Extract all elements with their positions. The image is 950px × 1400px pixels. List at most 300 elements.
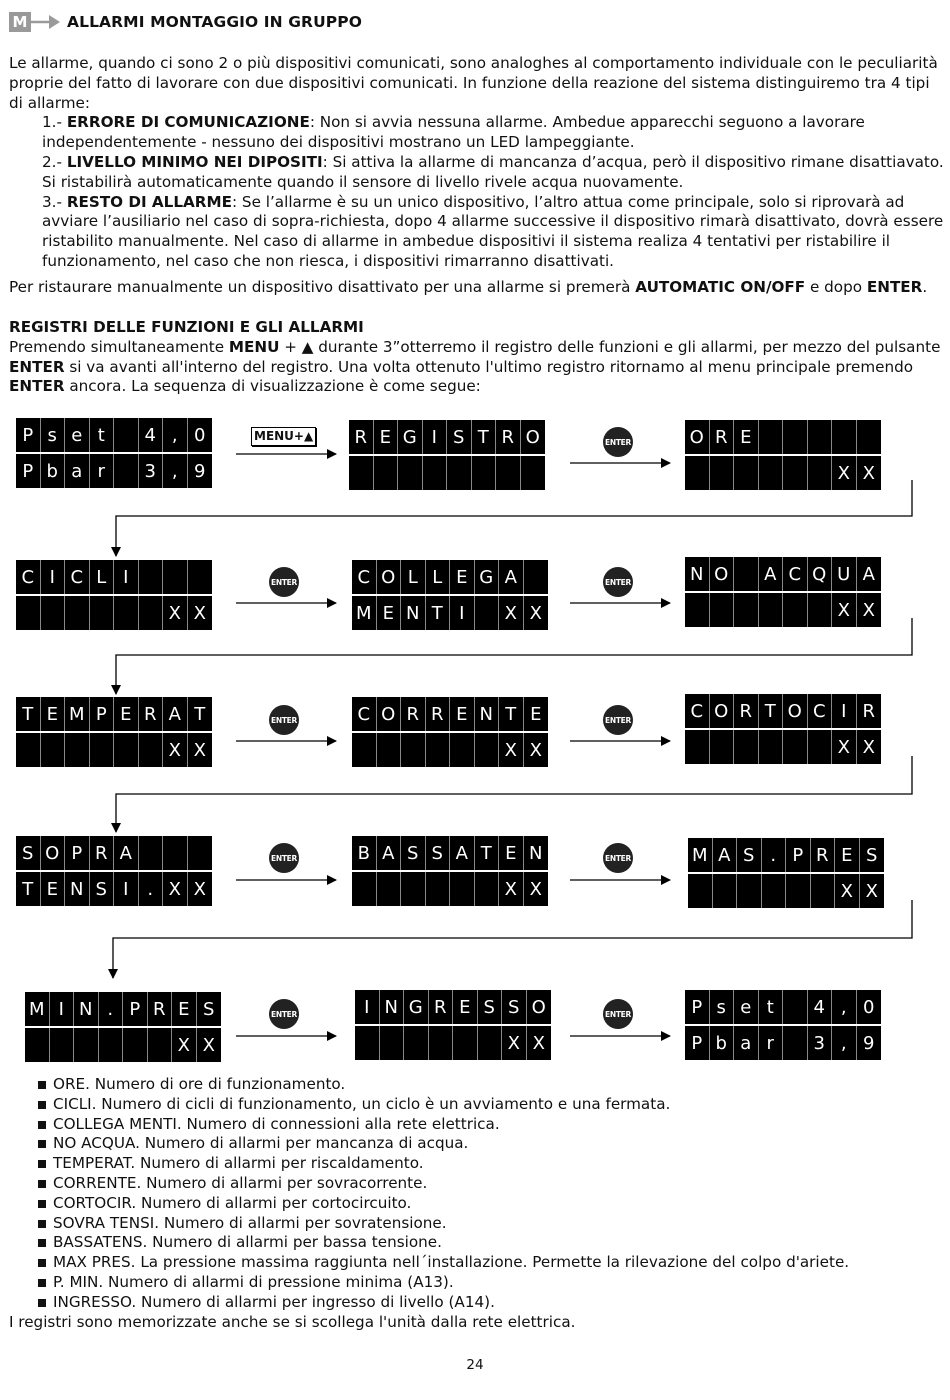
lcd-cell: E xyxy=(41,872,66,906)
lcd-cell xyxy=(783,420,808,454)
lcd-cell: E xyxy=(524,697,549,731)
lcd-cell xyxy=(783,1026,808,1060)
list-item: CORRENTE. Numero di allarmi per sovracorrente. xyxy=(38,1174,849,1194)
lcd-cell: P xyxy=(685,1026,710,1060)
lcd-cell: I xyxy=(114,872,139,906)
lcd-cell: E xyxy=(450,560,475,594)
lcd-cell: X xyxy=(499,596,524,630)
lcd-cell: S xyxy=(16,836,41,870)
lcd-cell: P xyxy=(16,454,41,488)
lcd-cell: r xyxy=(90,454,115,488)
lcd-cell xyxy=(139,560,164,594)
section-title: REGISTRI DELLE FUNZIONI E GLI ALLARMI xyxy=(9,318,364,336)
lcd-cell: R xyxy=(496,420,521,454)
lcd-cell: 9 xyxy=(188,454,213,488)
lcd-cell: r xyxy=(759,1026,784,1060)
lcd-cell: O xyxy=(377,697,402,731)
lcd-cell: e xyxy=(65,418,90,452)
enter-button-icon: ENTER xyxy=(603,427,633,457)
lcd-cell xyxy=(139,596,164,630)
enter-button-icon: ENTER xyxy=(269,705,299,735)
enter-button-icon: ENTER xyxy=(269,567,299,597)
lcd-cell: 0 xyxy=(857,990,882,1024)
lcd-cell: S xyxy=(860,838,885,872)
lcd-cell: X xyxy=(188,872,213,906)
lcd-cell: 4 xyxy=(139,418,164,452)
lcd-cell: L xyxy=(90,560,115,594)
lcd-cell: P xyxy=(16,418,41,452)
lcd-cell: E xyxy=(172,992,197,1026)
lcd-row2 xyxy=(352,733,548,767)
lcd-cell xyxy=(496,456,521,490)
lcd-cell xyxy=(377,733,402,767)
lcd-cell xyxy=(65,733,90,767)
lcd-cell: R xyxy=(734,694,759,728)
lcd-cell xyxy=(685,730,710,764)
lcd-cell: E xyxy=(374,420,399,454)
lcd-cell: I xyxy=(423,420,448,454)
lcd-cell xyxy=(783,456,808,490)
lcd-cell: P xyxy=(786,838,811,872)
lcd-cell: E xyxy=(450,697,475,731)
lcd-cell xyxy=(710,456,735,490)
lcd-cell: T xyxy=(499,697,524,731)
lcd-cell: X xyxy=(832,593,857,627)
lcd-cell xyxy=(114,418,139,452)
lcd-cell xyxy=(426,733,451,767)
lcd-cell: T xyxy=(188,697,213,731)
list-item: TEMPERAT. Numero di allarmi per riscaldamento. xyxy=(38,1154,849,1174)
list-item: NO ACQUA. Numero di allarmi per mancanza di acqua. xyxy=(38,1134,849,1154)
lcd-cell: M xyxy=(65,697,90,731)
lcd-cell: I xyxy=(41,560,66,594)
lcd-cell: X xyxy=(163,872,188,906)
lcd-cell: A xyxy=(163,697,188,731)
enter-button-icon: ENTER xyxy=(603,567,633,597)
lcd-cell: C xyxy=(808,694,833,728)
intro-text: Le allarme, quando ci sono 2 o più dispositivi comunicati, sono analoghes al comportamento individuale con le peculiarità proprie del fatto di lavorare con due dispositivi comunicati. In funzione della reazione del sistema distinguiremo tra 4 tipi di allarme: xyxy=(9,54,938,112)
lcd-row1 xyxy=(25,992,221,1026)
lcd-cell: P xyxy=(685,990,710,1024)
lcd-cell: a xyxy=(65,454,90,488)
lcd-cell xyxy=(114,596,139,630)
lcd-cell xyxy=(401,733,426,767)
lcd-cell: X xyxy=(832,730,857,764)
lcd-cell: X xyxy=(524,733,549,767)
enter-button-icon: ENTER xyxy=(603,843,633,873)
lcd-row2 xyxy=(685,1026,881,1060)
lcd-cell: , xyxy=(163,418,188,452)
lcd-cell: I xyxy=(50,992,75,1026)
lcd-cell xyxy=(811,874,836,908)
list-item: BASSATENS. Numero di allarmi per bassa tensione. xyxy=(38,1233,849,1253)
alarm-item-2: 2.- LIVELLO MINIMO NEI DIPOSITI: Si attiva la allarme di mancanza d’acqua, però il dispositivo rimane disattiavato. Si ristabilirà automaticamente quando il sensore di livello rivele acqua nuovamente. xyxy=(42,152,944,191)
lcd-cell xyxy=(374,456,399,490)
lcd-display-registro xyxy=(349,420,545,490)
lcd-cell: s xyxy=(710,990,735,1024)
lcd-cell: . xyxy=(139,872,164,906)
lcd-cell: A xyxy=(759,557,784,591)
lcd-cell xyxy=(783,990,808,1024)
lcd-cell: I xyxy=(450,596,475,630)
lcd-cell xyxy=(99,1028,124,1062)
lcd-cell xyxy=(163,560,188,594)
lcd-cell: X xyxy=(499,872,524,906)
lcd-cell: s xyxy=(41,418,66,452)
lcd-cell: S xyxy=(737,838,762,872)
lcd-cell: E xyxy=(114,697,139,731)
lcd-row1 xyxy=(16,697,212,731)
lcd-cell xyxy=(521,456,546,490)
lcd-cell xyxy=(41,596,66,630)
lcd-cell: C xyxy=(352,560,377,594)
lcd-display-corrente xyxy=(352,697,548,767)
lcd-cell: R xyxy=(811,838,836,872)
lcd-cell: 3 xyxy=(808,1026,833,1060)
lcd-cell: b xyxy=(710,1026,735,1060)
lcd-cell xyxy=(352,872,377,906)
lcd-cell: t xyxy=(759,990,784,1024)
lcd-cell: N xyxy=(65,872,90,906)
section-badge: M xyxy=(9,12,31,32)
lcd-cell: X xyxy=(197,1028,222,1062)
lcd-cell: P xyxy=(65,836,90,870)
lcd-cell xyxy=(857,420,882,454)
lcd-cell xyxy=(139,733,164,767)
lcd-cell: X xyxy=(163,596,188,630)
lcd-cell: N xyxy=(524,836,549,870)
lcd-cell xyxy=(349,456,374,490)
lcd-row2 xyxy=(685,593,881,627)
list-item: INGRESSO. Numero di allarmi per ingresso di livello (A14). xyxy=(38,1293,849,1313)
lcd-cell xyxy=(762,874,787,908)
lcd-cell: O xyxy=(685,420,710,454)
lcd-cell xyxy=(472,456,497,490)
lcd-cell xyxy=(808,730,833,764)
lcd-cell: X xyxy=(499,733,524,767)
list-item: SOVRA TENSI. Numero di allarmi per sovratensione. xyxy=(38,1214,849,1234)
section-text: Premendo simultaneamente MENU + ▲ durante 3”otterremo il registro delle funzioni e gli allarmi, per mezzo del pulsante ENTER si va avanti all'interno del registro. Una volta ottenuto l'ultimo registro ritornamo al menu principale premendo ENTER ancora. La sequenza di visualizzazione è come segue: xyxy=(9,337,941,396)
lcd-cell: X xyxy=(188,733,213,767)
lcd-cell xyxy=(355,1026,380,1060)
lcd-cell xyxy=(188,836,213,870)
lcd-display-min-pres xyxy=(25,992,221,1062)
lcd-cell: G xyxy=(475,560,500,594)
lcd-cell: e xyxy=(734,990,759,1024)
lcd-cell xyxy=(188,560,213,594)
alarm-item-3: 3.- RESTO DI ALLARME: Se l’allarme è su un unico dispositivo, l’altro attua come principale, solo si riprovarà ad avviare l’ausiliario nel caso di sopra-richiesta, dopo 4 allarme successive il dispositivo rimarà disattivato, dovrà essere ristabilito manualmente. Nel caso di allarme in ambedue dispositivi il sistema realiza 4 tentativi per ristabilire il funzionamento, nel caso che non riesca, i dispositivi rimarranno disattivati. xyxy=(42,192,944,270)
lcd-cell xyxy=(688,874,713,908)
lcd-row1 xyxy=(16,560,212,594)
lcd-row1 xyxy=(16,418,212,452)
lcd-row2 xyxy=(685,456,881,490)
lcd-row2 xyxy=(685,730,881,764)
list-item: COLLEGA MENTI. Numero di connessioni alla rete elettrica. xyxy=(38,1115,849,1135)
lcd-cell: S xyxy=(90,872,115,906)
lcd-row1 xyxy=(685,694,881,728)
lcd-cell: S xyxy=(197,992,222,1026)
lcd-cell xyxy=(90,733,115,767)
lcd-cell: R xyxy=(349,420,374,454)
lcd-cell: X xyxy=(188,596,213,630)
lcd-display-ingresso xyxy=(355,990,551,1060)
lcd-cell: S xyxy=(401,836,426,870)
lcd-display-pset-return xyxy=(685,990,881,1060)
lcd-row1 xyxy=(355,990,551,1024)
lcd-cell xyxy=(783,730,808,764)
lcd-cell: T xyxy=(472,420,497,454)
lcd-cell xyxy=(65,596,90,630)
lcd-cell xyxy=(808,456,833,490)
lcd-row2 xyxy=(352,872,548,906)
lcd-cell xyxy=(475,733,500,767)
lcd-cell: R xyxy=(148,992,173,1026)
alarm-item-1: 1.- ERRORE DI COMUNICAZIONE: Non si avvia nessuna allarme. Ambedue apparecchi seguono a lavorare independentemente - nessuno dei dispositivi mostrano un LED lampeggiante. xyxy=(42,113,865,152)
lcd-cell xyxy=(429,1026,454,1060)
lcd-cell xyxy=(759,730,784,764)
lcd-row2 xyxy=(16,596,212,630)
lcd-cell: E xyxy=(734,420,759,454)
lcd-cell: 3 xyxy=(139,454,164,488)
lcd-display-sopra-tensi xyxy=(16,836,212,906)
lcd-cell xyxy=(685,593,710,627)
lcd-cell xyxy=(734,557,759,591)
footer-note: I registri sono memorizzate anche se si scollega l'unità dalla rete elettrica. xyxy=(9,1313,576,1331)
lcd-cell xyxy=(50,1028,75,1062)
lcd-cell xyxy=(426,872,451,906)
enter-button-icon: ENTER xyxy=(603,705,633,735)
lcd-cell xyxy=(734,730,759,764)
lcd-display-cicli xyxy=(16,560,212,630)
lcd-row2 xyxy=(16,872,212,906)
lcd-cell: L xyxy=(426,560,451,594)
lcd-cell: I xyxy=(355,990,380,1024)
lcd-cell: T xyxy=(16,697,41,731)
lcd-cell xyxy=(74,1028,99,1062)
enter-button-icon: ENTER xyxy=(603,999,633,1029)
lcd-cell: X xyxy=(857,593,882,627)
lcd-cell: X xyxy=(524,596,549,630)
lcd-cell: R xyxy=(139,697,164,731)
lcd-cell: A xyxy=(499,560,524,594)
lcd-cell: X xyxy=(163,733,188,767)
lcd-cell: O xyxy=(521,420,546,454)
lcd-cell: , xyxy=(163,454,188,488)
lcd-cell xyxy=(404,1026,429,1060)
lcd-cell: , xyxy=(832,1026,857,1060)
lcd-cell: T xyxy=(475,836,500,870)
lcd-cell: S xyxy=(478,990,503,1024)
lcd-cell: C xyxy=(783,557,808,591)
lcd-cell: O xyxy=(710,694,735,728)
lcd-cell xyxy=(832,420,857,454)
lcd-cell: E xyxy=(41,697,66,731)
lcd-cell xyxy=(123,1028,148,1062)
lcd-cell: N xyxy=(74,992,99,1026)
lcd-cell: C xyxy=(65,560,90,594)
lcd-cell: T xyxy=(759,694,784,728)
lcd-cell: , xyxy=(832,990,857,1024)
lcd-cell: T xyxy=(16,872,41,906)
lcd-cell: C xyxy=(352,697,377,731)
lcd-row2 xyxy=(349,456,545,490)
lcd-cell: S xyxy=(502,990,527,1024)
lcd-cell xyxy=(423,456,448,490)
lcd-cell xyxy=(450,872,475,906)
lcd-cell: M xyxy=(25,992,50,1026)
list-item: CORTOCIR. Numero di allarmi per cortocircuito. xyxy=(38,1194,849,1214)
lcd-display-pset xyxy=(16,418,212,488)
lcd-display-no-acqua xyxy=(685,557,881,627)
lcd-cell: L xyxy=(401,560,426,594)
lcd-cell xyxy=(710,730,735,764)
lcd-cell: X xyxy=(172,1028,197,1062)
lcd-cell: G xyxy=(398,420,423,454)
lcd-cell xyxy=(478,1026,503,1060)
lcd-cell xyxy=(114,733,139,767)
list-item: P. MIN. Numero di allarmi di pressione minima (A13). xyxy=(38,1273,849,1293)
lcd-row2 xyxy=(16,733,212,767)
lcd-cell: C xyxy=(685,694,710,728)
lcd-row1 xyxy=(352,697,548,731)
lcd-cell: t xyxy=(90,418,115,452)
enter-button-icon: ENTER xyxy=(269,843,299,873)
lcd-cell: X xyxy=(857,456,882,490)
lcd-cell: X xyxy=(524,872,549,906)
lcd-cell: a xyxy=(734,1026,759,1060)
lcd-row2 xyxy=(16,454,212,488)
lcd-cell xyxy=(398,456,423,490)
lcd-cell: R xyxy=(90,836,115,870)
lcd-cell: B xyxy=(352,836,377,870)
lcd-cell: R xyxy=(429,990,454,1024)
lcd-cell: X xyxy=(857,730,882,764)
lcd-cell: A xyxy=(857,557,882,591)
lcd-cell: M xyxy=(688,838,713,872)
lcd-cell: 0 xyxy=(188,418,213,452)
lcd-row1 xyxy=(685,557,881,591)
lcd-cell: A xyxy=(713,838,738,872)
lcd-cell xyxy=(114,454,139,488)
lcd-cell: M xyxy=(352,596,377,630)
lcd-cell: S xyxy=(426,836,451,870)
lcd-cell xyxy=(450,733,475,767)
lcd-display-collegamenti xyxy=(352,560,548,630)
lcd-cell xyxy=(475,596,500,630)
lcd-cell xyxy=(41,733,66,767)
lcd-cell xyxy=(734,593,759,627)
lcd-cell: N xyxy=(380,990,405,1024)
lcd-cell: 4 xyxy=(808,990,833,1024)
lcd-cell: G xyxy=(404,990,429,1024)
page-number: 24 xyxy=(466,1357,484,1373)
lcd-cell: O xyxy=(710,557,735,591)
lcd-cell xyxy=(453,1026,478,1060)
lcd-display-cortocir xyxy=(685,694,881,764)
lcd-cell: N xyxy=(401,596,426,630)
lcd-cell: E xyxy=(377,596,402,630)
lcd-cell xyxy=(163,836,188,870)
lcd-cell: R xyxy=(710,420,735,454)
lcd-cell: O xyxy=(527,990,552,1024)
lcd-cell: I xyxy=(114,560,139,594)
lcd-cell xyxy=(90,596,115,630)
lcd-cell: A xyxy=(114,836,139,870)
lcd-cell xyxy=(737,874,762,908)
lcd-display-temperat xyxy=(16,697,212,767)
lcd-cell xyxy=(808,593,833,627)
lcd-row2 xyxy=(355,1026,551,1060)
lcd-cell: R xyxy=(857,694,882,728)
lcd-row1 xyxy=(685,420,881,454)
lcd-cell: X xyxy=(860,874,885,908)
lcd-cell: U xyxy=(832,557,857,591)
lcd-cell xyxy=(524,560,549,594)
lcd-cell: O xyxy=(377,560,402,594)
lcd-cell: A xyxy=(450,836,475,870)
lcd-cell xyxy=(447,456,472,490)
lcd-cell: C xyxy=(16,560,41,594)
lcd-cell: E xyxy=(453,990,478,1024)
lcd-cell xyxy=(759,593,784,627)
lcd-cell: X xyxy=(527,1026,552,1060)
lcd-cell xyxy=(148,1028,173,1062)
lcd-cell: E xyxy=(499,836,524,870)
lcd-row1 xyxy=(352,560,548,594)
list-item: MAX PRES. La pressione massima raggiunta nell´installazione. Permette la rilevazione del colpo d'ariete. xyxy=(38,1253,849,1273)
lcd-cell: . xyxy=(762,838,787,872)
lcd-cell: X xyxy=(502,1026,527,1060)
list-item: ORE. Numero di ore di funzionamento. xyxy=(38,1075,849,1095)
lcd-row2 xyxy=(688,874,884,908)
lcd-cell xyxy=(475,872,500,906)
lcd-cell: X xyxy=(835,874,860,908)
menu-up-button-label: MENU+▲ xyxy=(251,427,316,446)
lcd-row1 xyxy=(349,420,545,454)
lcd-cell: P xyxy=(123,992,148,1026)
lcd-cell xyxy=(786,874,811,908)
lcd-cell: X xyxy=(832,456,857,490)
lcd-display-bassaten xyxy=(352,836,548,906)
lcd-cell xyxy=(25,1028,50,1062)
lcd-cell xyxy=(713,874,738,908)
lcd-cell: b xyxy=(41,454,66,488)
lcd-cell xyxy=(710,593,735,627)
lcd-row2 xyxy=(352,596,548,630)
list-item: CICLI. Numero di cicli di funzionamento, un ciclo è un avviamento e una fermata. xyxy=(38,1095,849,1115)
lcd-cell xyxy=(16,733,41,767)
lcd-row1 xyxy=(685,990,881,1024)
lcd-cell: P xyxy=(90,697,115,731)
lcd-cell: R xyxy=(426,697,451,731)
lcd-cell xyxy=(783,593,808,627)
lcd-display-mas-pres xyxy=(688,838,884,908)
lcd-cell xyxy=(401,872,426,906)
lcd-row1 xyxy=(352,836,548,870)
lcd-cell xyxy=(759,456,784,490)
lcd-cell xyxy=(685,456,710,490)
lcd-cell: A xyxy=(377,836,402,870)
lcd-cell: E xyxy=(835,838,860,872)
lcd-cell: O xyxy=(783,694,808,728)
lcd-cell xyxy=(16,596,41,630)
lcd-cell: Q xyxy=(808,557,833,591)
restore-text: Per ristaurare manualmente un dispositivo disattivato per una allarme si premerà AUTOMATIC ON/OFF e dopo ENTER. xyxy=(9,278,928,296)
lcd-display-ore xyxy=(685,420,881,490)
lcd-cell: O xyxy=(41,836,66,870)
lcd-row1 xyxy=(688,838,884,872)
lcd-cell: S xyxy=(447,420,472,454)
